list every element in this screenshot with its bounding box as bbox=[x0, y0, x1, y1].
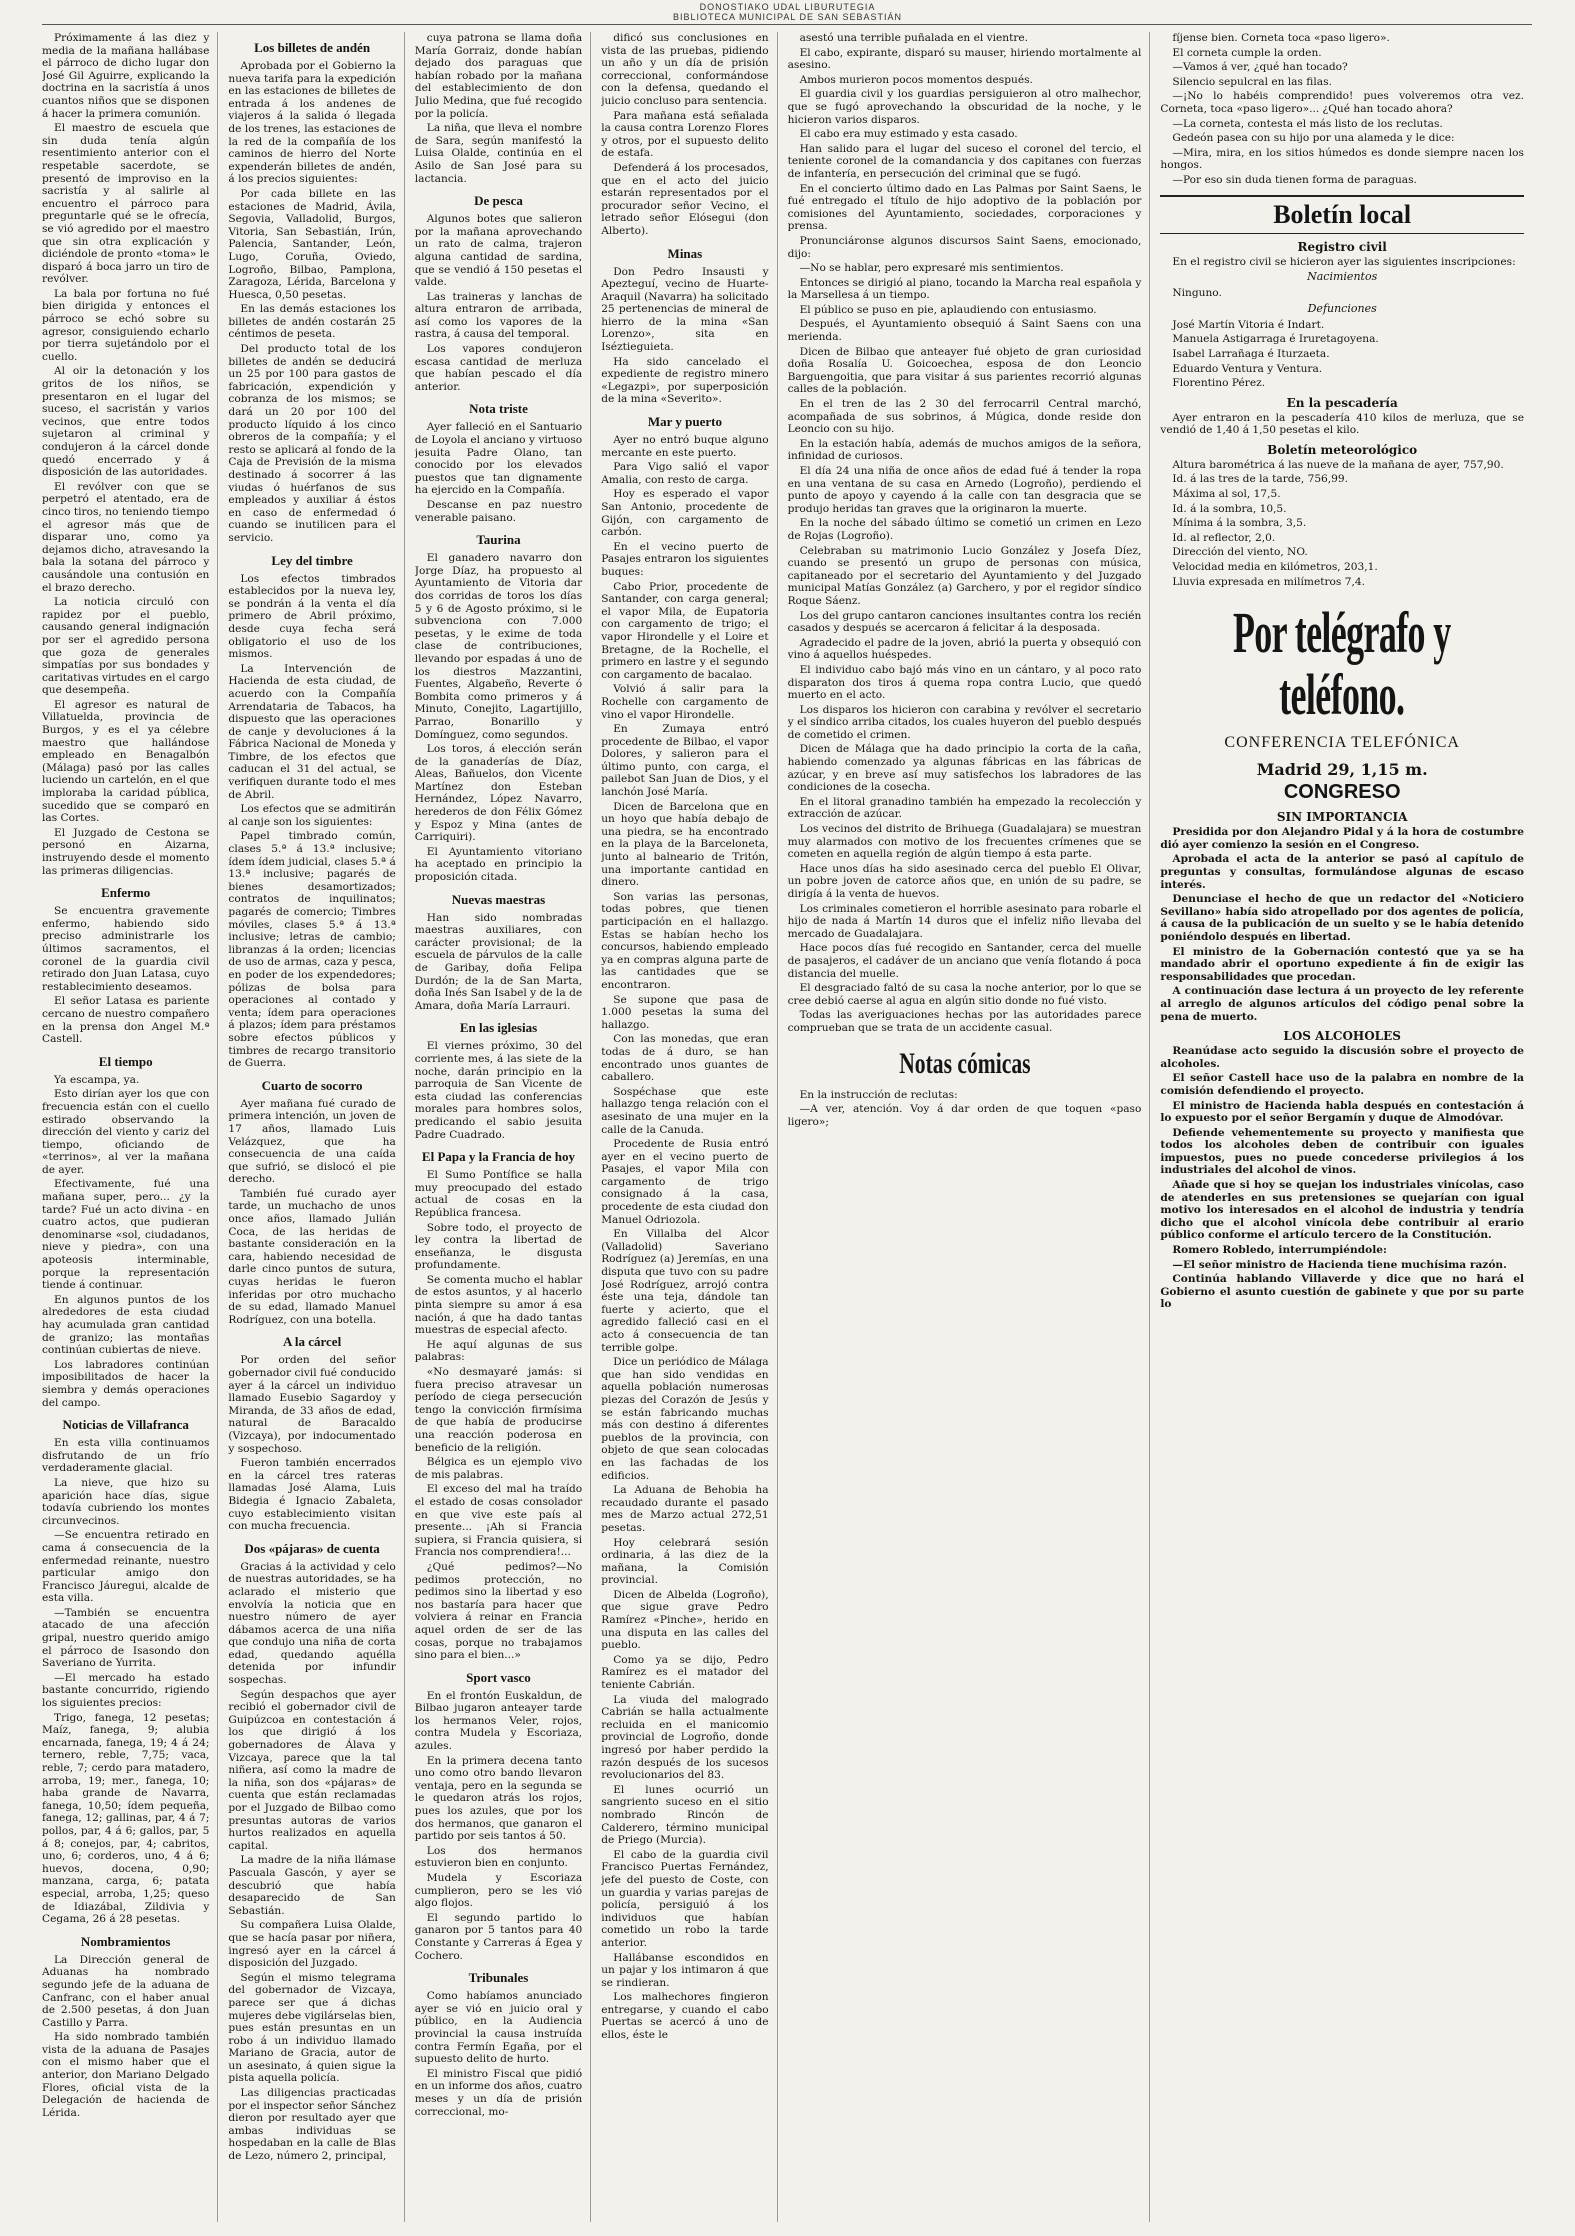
paragraph: Dicen de Albelda (Logroño), que sigue grave Pedro Ramírez «Pinche», herido en una disputa en las calles del pueblo. bbox=[601, 1588, 769, 1652]
paragraph: Volvió á salir para la Rochelle con cargamento de vino el vapor Hirondelle. bbox=[601, 683, 769, 721]
paragraph: Manuela Astigarraga é Iruretagoyena. bbox=[1172, 333, 1379, 346]
paragraph: Denunciase el hecho de que un redactor del «Noticiero Sevillano» había sido atropellado por dos agentes de policía, á causa de la publicación de un suelto y se le había detenido poniéndolo después en libertad. bbox=[1160, 893, 1524, 943]
paragraph: Continúa hablando Villaverde y dice que no hará el Gobierno el asunto cuestión de gabinete y que por su parte lo bbox=[1160, 1273, 1524, 1311]
paragraph: Del producto total de los billetes de andén se deducirá un 25 por 100 para gastos de fabricación, expendición y cobranza de los mismos; se dará un 20 por 100 del producto líquido á los cinco obreros de la compañía; y el resto se aplicará al fondo de la Caja de Previsión de la misma destinado á socorrer á las viudas ó huérfanos de sus empleados y auxiliar á éstos en caso de enfermedad ó cuando se inutilicen para el servicio. bbox=[228, 343, 396, 544]
paragraph: Máxima al sol, 17,5. bbox=[1172, 488, 1281, 501]
paragraph: «No desmayaré jamás: si fuera preciso atravesar un período de ciega persecución tengo la convicción firmísima de que había de producirse una reacción poderosa en beneficio de la religión. bbox=[414, 1366, 583, 1454]
paragraph: El lunes ocurrió un sangriento suceso en el sitio nombrado Rincón de Calderero, término municipal de Priego (Murcia). bbox=[601, 1783, 769, 1847]
paragraph: Ayer no entró buque alguno mercante en este puerto. bbox=[601, 434, 769, 459]
paragraph: El corneta cumple la orden. bbox=[1172, 46, 1322, 59]
paragraph: Descanse en paz nuestro venerable paisano. bbox=[414, 499, 583, 524]
paragraph: El público se puso en pie, aplaudiendo con entusiasmo. bbox=[799, 303, 1097, 316]
paragraph: El señor Castell hace uso de la palabra en nombre de la comisión defendiendo el proyecto. bbox=[1160, 1072, 1524, 1097]
paragraph: Los del grupo cantaron canciones insultantes contra los recién casados y después se acercaron á felicitar á la desposada. bbox=[787, 609, 1142, 635]
paragraph: Esto dirían ayer los que con frecuencia están con el cuello estirado observando la dirección del viento y cariz del tiempo, oficiando de «terrinos», al ver la mañana de ayer. bbox=[42, 1088, 210, 1176]
subheading: En la pescadería bbox=[1286, 395, 1398, 410]
paragraph: Id. al reflector, 2,0. bbox=[1172, 531, 1276, 544]
paragraph: Con las monedas, que eran todas de á duro, se han encontrado unos guantes de caballero. bbox=[601, 1033, 769, 1084]
paragraph: —No se hablar, pero expresaré mis sentimientos. bbox=[799, 262, 1064, 275]
paragraph: —Por eso sin duda tienen forma de paraguas. bbox=[1172, 173, 1417, 186]
paragraph: Hallábanse escondidos en un pajar y los intimaron á que se rindieran. bbox=[601, 1951, 769, 1989]
paragraph: Ha sido cancelado el expediente de registro minero «Legazpi», por superposición de la mina «Severito». bbox=[601, 355, 769, 406]
paragraph: Como ya se dijo, Pedro Ramírez es el matador del teniente Cabrián. bbox=[601, 1653, 769, 1692]
paragraph: El Juzgado de Cestona se personó en Aizarna, instruyendo desde el momento las primeras diligencias. bbox=[42, 826, 210, 877]
paragraph: Su compañera Luisa Olalde, que se hacía pasar por niñera, ingresó ayer en la cárcel á disposición del Juzgado. bbox=[228, 1919, 396, 1970]
paragraph: En la estación había, además de muchos amigos de la señora, infinidad de curiosos. bbox=[787, 437, 1142, 463]
paragraph: El Ayuntamiento vitoriano ha aceptado en principio la proposición citada. bbox=[414, 845, 583, 884]
article-headline: Taurina bbox=[476, 532, 521, 548]
paragraph: Agradecido el padre de la joven, abrió la puerta y obsequió con vino á aquellos huéspedes. bbox=[787, 636, 1142, 662]
paragraph: Gedeón pasea con su hijo por una alameda y le dice: bbox=[1172, 132, 1455, 145]
article-headline: Noticias de Villafranca bbox=[62, 1417, 189, 1433]
subheading: SIN IMPORTANCIA bbox=[1276, 810, 1408, 825]
paragraph: La madre de la niña llámase Pascuala Gascón, y ayer se descubrió que había desaparecido de San Sebastián. bbox=[228, 1854, 396, 1917]
article-headline: El Papa y la Francia de hoy bbox=[421, 1149, 576, 1165]
paragraph: En esta villa continuamos disfrutando de un frío verdaderamente glacial. bbox=[42, 1437, 210, 1475]
paragraph: Isabel Larrañaga é Iturzaeta. bbox=[1172, 347, 1330, 360]
paragraph: El ministro de Hacienda habla después en contestación á lo expuesto por el señor Bergamín y duque de Almodóvar. bbox=[1160, 1099, 1524, 1125]
paragraph: Silencio sepulcral en las filas. bbox=[1172, 75, 1332, 88]
paragraph: Hoy es esperado el vapor San Antonio, procedente de Gijón, con cargamento de carbón. bbox=[601, 488, 769, 539]
paragraph: Después, el Ayuntamiento obsequió á Saint Saens con una merienda. bbox=[787, 318, 1142, 344]
paragraph: Velocidad media en kilómetros, 203,1. bbox=[1172, 561, 1378, 574]
paragraph: Ya escampa, ya. bbox=[54, 1073, 140, 1086]
section-title: CONGRESO bbox=[1283, 781, 1401, 804]
paragraph: Dicen de Barcelona que en un hoyo que había debajo de una piedra, se ha encontrado en la playa de la Barceloneta, junto al balneario de Tritón, una importante cantidad en dinero. bbox=[601, 800, 769, 889]
paragraph: —La corneta, contesta el más listo de los reclutas. bbox=[1172, 117, 1443, 130]
list-caption: Nacimientos bbox=[1307, 270, 1378, 284]
paragraph: Se comenta mucho el hablar de estos asuntos, y al hacerlo pinta siempre su amor á esa nación, á que ha dado tantas muestras de especial afecto. bbox=[414, 1273, 583, 1337]
article-headline: Ley del timbre bbox=[271, 552, 353, 568]
paragraph: Los vapores condujeron escasa cantidad de merluza que habían pescado el día anterior. bbox=[414, 343, 583, 393]
article-columns bbox=[42, 32, 1532, 2222]
paragraph: —A ver, atención. Voy á dar orden de que toquen «paso ligero»; bbox=[787, 1103, 1142, 1128]
article-headline: Los billetes de andén bbox=[254, 40, 371, 55]
paragraph: ¿Qué pedimos?—No pedimos protección, no pedimos sino la libertad y eso nos bastaría para hacer que volviera á reinar en Francia aquel orden de ser de las cosas, porque no trabajamos sino para el bien...» bbox=[414, 1560, 583, 1662]
paragraph: Fueron también encerrados en la cárcel tres rateras llamadas José Alama, Luis Bidegia é Ignacio Zabaleta, cuyo establecimiento visitan con mucha frecuencia. bbox=[228, 1457, 396, 1533]
paragraph: Según el mismo telegrama del gobernador de Vizcaya, parece ser que á dichas mujeres debe vigilárselas bien, pues están presuntas en un robo á un individuo llamado Mariano de Gracia, autor de un asesinato, á quien sigue la pista aquella policía. bbox=[228, 1971, 396, 2085]
subheading: LOS ALCOHOLES bbox=[1283, 1029, 1401, 1044]
paragraph: Para mañana está señalada la causa contra Lorenzo Flores y otros, por el supuesto delito de estafa. bbox=[601, 109, 769, 160]
article-headline: Enfermo bbox=[101, 885, 151, 901]
paragraph: El agresor es natural de Villatuelda, provincia de Burgos, y es el ya célebre maestro que hallándose empleado en Benagalbón (Málaga) pasó por las calles luciendo un cartelón, en el que imploraba la caridad pública, sucedido que se comparó en las Cortes. bbox=[42, 698, 210, 825]
paragraph: Mudela y Escoriaza cumplieron, pero se les vió algo flojos. bbox=[414, 1872, 583, 1910]
paragraph: —Mira, mira, en los sitios húmedos es donde siempre nacen los hongos. bbox=[1160, 146, 1524, 172]
paragraph: La viuda del malogrado Cabrián se halla actualmente recluida en el manicomio provincial de Logroño, donde ingresó por haber perdido la razón después de los sucesos revolucionarios del 83. bbox=[601, 1693, 769, 1782]
subheading: Registro civil bbox=[1297, 239, 1387, 254]
paragraph: Hace unos días ha sido asesinado cerca del pueblo El Olivar, un pobre joven de catorce años que, en unión de su padre, se dirigía á la venta de huevos. bbox=[787, 862, 1142, 900]
paragraph: El señor Latasa es pariente cercano de nuestro compañero en la prensa don Angel M.ª Castell. bbox=[42, 995, 210, 1046]
paragraph: En Villalba del Alcor (Valladolid) Saveriano Rodríguez (a) Jeremías, en una disputa que tuvo con su padre José Rodríguez, arrojó contra éste una teja, dándole tan fuerte y acierto, que el agredido falleció casi en el acto á consecuencia de tan terrible golpe. bbox=[601, 1228, 769, 1354]
paragraph: El desgraciado faltó de su casa la noche anterior, por lo que se cree debió caerse al agua en algún sitio donde no fué visto. bbox=[787, 982, 1142, 1007]
article-headline: Cuarto de socorro bbox=[261, 1077, 363, 1093]
paragraph: Eduardo Ventura y Ventura. bbox=[1172, 362, 1323, 375]
paragraph: Dicen de Bilbao que anteayer fué objeto de gran curiosidad doña Rosalía U. Goicoechea, esposa de don Leoncio Barguengoitia, que para visitar á sus parientes recorrió algunas calles de la población. bbox=[787, 345, 1142, 396]
paragraph: La bala por fortuna no fué bien dirigida y entonces el párroco se echó sobre su agresor, consiguiendo echarlo por tierra sujetándolo por el cuello. bbox=[42, 287, 210, 363]
paragraph: —También se encuentra atacado de una afección gripal, nuestro querido amigo el párroco de Isasondo don Saveriano de Yurrita. bbox=[42, 1606, 210, 1670]
paragraph: Son varias las personas, todas pobres, que tienen participación en el hallazgo. Estas se habían hecho los concursos, habiendo empleado ya en compras alguna parte de las cantidades que se encontraron. bbox=[601, 890, 769, 991]
paragraph: El individuo cabo bajó más vino en un cántaro, y al poco rato disparaton dos tiros á quema ropa contra Lucio, que quedó muerto en el acto. bbox=[787, 663, 1142, 702]
paragraph: Los efectos que se admitirán al canje son los siguientes: bbox=[228, 803, 396, 828]
paragraph: Dice un periódico de Málaga que han sido vendidas en aquella población numerosas piezas del Corazón de Jesús y se están fabricando muchas más con destino á diferentes pueblos de la provincia, con objeto de que sean colocadas en las fachadas de los edificios. bbox=[601, 1356, 769, 1482]
article-headline: Nota triste bbox=[469, 401, 528, 417]
paragraph: Mínima á la sombra, 3,5. bbox=[1172, 517, 1307, 530]
paragraph: Se encuentra gravemente enfermo, habiendo sido preciso administrarle los últimos sacramentos, el coronel de la guardia civil retirado don Juan Latasa, cuyo restablecimiento deseamos. bbox=[42, 905, 210, 993]
paragraph: Los efectos timbrados establecidos por la nueva ley, se pondrán á la venta el día primero de Abril próximo, desde cuya fecha será obligatorio el uso de los mismos. bbox=[228, 572, 396, 661]
paragraph: En la primera decena tanto uno como otro bando llevaron ventaja, pero en la segunda se le quedaron atrás los rojos, pues los azules, que por los dos hermanos, que ganaron el partido por seis tantos á 50. bbox=[414, 1754, 583, 1843]
paragraph: Dicen de Málaga que ha dado principio la corta de la caña, habiendo comenzado ya algunas fábricas en las fábricas de azúcar, y en breve así muy satisfechos los labradores de las condiciones de la cosecha. bbox=[787, 743, 1142, 794]
paragraph: En el litoral granadino también ha empezado la recolección y extracción de azúcar. bbox=[787, 795, 1142, 821]
paragraph: Los malhechores fingieron entregarse, y cuando el cabo Puertas se acercó á uno de ellos, éste le bbox=[601, 1991, 769, 2042]
paragraph: —El mercado ha estado bastante concurrido, rigiendo los siguientes precios: bbox=[42, 1671, 210, 1710]
article-headline: En las iglesias bbox=[459, 1020, 538, 1036]
paragraph: Los labradores continúan imposibilitados de hacer la siembra y demás operaciones del campo. bbox=[42, 1358, 210, 1409]
masthead-line-1: DONOSTIAKO UDAL LIBURUTEGIA bbox=[699, 2, 876, 12]
paragraph: Según despachos que ayer recibió el gobernador civil de Guipúzcoa en contestación á los que dirigió á los gobernadores de Álava y Vizcaya, parece que la tal niñera, así como la madre de la niña, son dos «pájaras» de cuenta que están reclamadas por el Juzgado de Bilbao como presuntas autoras de varios hurtos realizados en aquella capital. bbox=[228, 1688, 396, 1852]
paragraph: En las demás estaciones los billetes de andén costarán 25 céntimos de peseta. bbox=[228, 303, 396, 341]
paragraph: El Sumo Pontífice se halla muy preocupado del estado actual de cosas en la República francesa. bbox=[414, 1169, 583, 1219]
paragraph: Las traineras y lanchas de altura entraron de arribada, así como los vapores de la rastra, á causa del temporal. bbox=[414, 290, 583, 341]
article-headline: Dos «pájaras» de cuenta bbox=[244, 1540, 380, 1556]
article-headline: Nombramientos bbox=[80, 1933, 171, 1949]
paragraph: Reanúdase acto seguido la discusión sobre el proyecto de alcoholes. bbox=[1160, 1045, 1524, 1070]
paragraph: En la instrucción de reclutas: bbox=[799, 1088, 958, 1101]
paragraph: El exceso del mal ha traído el estado de cosas consolador en que vive este país al presente... ¡Ah si Francia supiera, si Francia quisiera, si Francia nos comprendiera!... bbox=[414, 1483, 583, 1559]
paragraph: En el vecino puerto de Pasajes entraron los siguientes buques: bbox=[601, 540, 769, 578]
paragraph: Ayer falleció en el Santuario de Loyola el anciano y virtuoso jesuita Padre Olano, tan conocido por los elevados puestos que tan dignamente ha ejercido en la Compañía. bbox=[414, 421, 583, 497]
paragraph: Procedente de Rusia entró ayer en el vecino puerto de Pasajes, el vapor Mila con cargamento de trigo consignado á la casa, procedente de esta ciudad don Manuel Odriozola. bbox=[601, 1138, 769, 1226]
paragraph: Efectivamente, fué una mañana super, pero... ¿y la tarde? Fué un acto divina - en cuatro actos, que pudieran denominarse «sol, ciudadanos, nieve y piedra», con una apoteosis interminable, porque la representación tiende á continuar. bbox=[42, 1178, 210, 1292]
paragraph: Lluvia expresada en milímetros 7,4. bbox=[1172, 575, 1365, 588]
paragraph: La niña, que lleva el nombre de Sara, según manifestó la Luisa Olalde, continúa en el Asilo de San José para su lactancia. bbox=[414, 122, 583, 185]
paragraph: Entonces se dirigió al piano, tocando la Marcha real española y la Marsellesa á un tiempo. bbox=[787, 276, 1142, 302]
paragraph: Han sido nombradas maestras auxiliares, con carácter provisional; de la escuela de párvulos de la calle de Garibay, doña Felipa Durdón; de la de San Marta, doña Inés San Isabel y de la de Amara, doña María Larrauri. bbox=[414, 911, 583, 1012]
paragraph: Dirección del viento, NO. bbox=[1172, 546, 1308, 559]
paragraph: También fué curado ayer tarde, un muchacho de unos once años, llamado Julián Coca, de las heridas de bastante consideración en la cara, habiendo necesidad de darle cinco puntos de sutura, cuyas heridas le fueron inferidas por otro muchacho de su edad, llamado Manuel Rodríguez, con una botella. bbox=[228, 1187, 396, 1326]
paragraph: —Se encuentra retirado en cama á consecuencia de la enfermedad reinante, nuestro particular amigo don Francisco Jáuregui, alcalde de esta villa. bbox=[42, 1529, 210, 1605]
paragraph: —El señor ministro de Hacienda tiene muchísima razón. bbox=[1172, 1258, 1507, 1271]
paragraph: asestó una terrible puñalada en el vientre. bbox=[799, 32, 1029, 44]
paragraph: Papel timbrado común, clases 5.ª á 13.ª inclusive; ídem ídem judicial, clases 5.ª á 13.ª inclusive; pagarés de bienes desamortizados; contratos de inquilinatos; pagarés de comercio; Timbres móviles, clases 5.ª á 13.ª inclusive; letras de cambio; libranzas á la orden; licencias de uso de armas, caza y pesca, en poder de los expendedores; pólizas de bolsa para operaciones al contado y venta; ídem para operaciones á plazos; ídem para préstamos sobre efectos públicos y timbres de recargo transitorio de Guerra. bbox=[228, 830, 396, 1070]
paragraph: La nieve, que hizo su aparición hace días, sigue todavía cubriendo los montes circunvecinos. bbox=[42, 1476, 210, 1527]
paragraph: En el tren de las 2 30 del ferrocarril Central marchó, acompañada de sus sobrinos, á Múgica, donde reside don Leoncio con su hijo. bbox=[787, 398, 1142, 436]
article-headline: Mar y puerto bbox=[647, 414, 722, 430]
paragraph: El cabo era muy estimado y esta casado. bbox=[799, 128, 1018, 141]
conference-label: CONFERENCIA TELEFÓNICA bbox=[1224, 734, 1460, 752]
paragraph: Ambos murieron pocos momentos después. bbox=[799, 73, 1033, 86]
article-headline: El tiempo bbox=[98, 1053, 153, 1069]
paragraph: En el concierto último dado en Las Palmas por Saint Saens, le fué entregado el título de hijo adoptivo de la población por comisiones del Ayuntamiento, sociedades, corporaciones y prensa. bbox=[787, 182, 1142, 233]
paragraph: He aquí algunas de sus palabras: bbox=[414, 1338, 583, 1364]
paragraph: Los toros, á elección serán de la ganaderías de Díaz, Aleas, Bañuelos, don Vicente Martínez don Esteban Hernández, López Navarro, herederos de don Félix Gómez y Espoz y Mina (antes de Carriquiri). bbox=[414, 743, 583, 844]
paragraph: Aprobada por el Gobierno la nueva tarifa para la expedición en las estaciones de billetes de entrada á los andenes de viajeros á la salida ó llegada de los trenes, las estaciones de la red de la compañía de los caminos de hierro del Norte expenderán billetes de andén, á los precios siguientes: bbox=[228, 60, 396, 186]
paragraph: Cabo Prior, procedente de Santander, con carga general; el vapor Mila, de Eupatoria con cargamento de trigo; el vapor Hirondelle y el Loire et Bretagne, de la Rochelle, el primero en lastre y el segundo con cargamento de bacalao. bbox=[601, 580, 769, 681]
paragraph: El ministro de la Gobernación contestó que ya se ha mandado abrir el oportuno expediente á fin de exigir las responsabilidades que procedan. bbox=[1160, 945, 1524, 983]
paragraph: Sobre todo, el proyecto de ley contra la libertad de enseñanza, le disgusta profundamente. bbox=[414, 1221, 583, 1272]
paragraph: Id. á la sombra, 10,5. bbox=[1172, 502, 1287, 515]
paragraph: Aprobada el acta de la anterior se pasó al capítulo de preguntas y consultas, formulándose algunas de escaso interés. bbox=[1160, 853, 1524, 891]
section-header: Boletín local bbox=[1160, 195, 1524, 234]
paragraph: Sospéchase que este hallazgo tenga relación con el asesinato de una mujer en la calle de la Canuda. bbox=[601, 1085, 769, 1136]
paragraph: El guardia civil y los guardias persiguieron al otro malhechor, que se fugó aprovechando la obscuridad de la noche, y le hicieron varios disparos. bbox=[787, 88, 1142, 126]
paragraph: Para Vigo salió el vapor Amalia, con resto de carga. bbox=[601, 461, 769, 486]
paragraph: En la noche del sábado último se cometió un crimen en Lezo de Rojas (Logroño). bbox=[787, 517, 1142, 542]
library-masthead bbox=[0, 2, 1575, 22]
paragraph: El viernes próximo, 30 del corriente mes, á las siete de la noche, darán principio en la parroquia de San Vicente de esta ciudad las conferencias morales para hombres solos, predicando el sabio jesuita Padre Cuadrado. bbox=[414, 1040, 583, 1141]
paragraph: Presidida por don Alejandro Pidal y á la hora de costumbre dió ayer comienzo la sesión en el Congreso. bbox=[1160, 826, 1524, 851]
paragraph: Se supone que pasa de 1.000 pesetas la suma del hallazgo. bbox=[601, 993, 769, 1031]
paragraph: El cabo, expirante, disparó su mauser, hiriendo mortalmente al asesino. bbox=[787, 46, 1142, 72]
paragraph: En algunos puntos de los alrededores de esta ciudad hay acumulada gran cantidad de granizo; las montañas continúan cubiertas de nieve. bbox=[42, 1293, 210, 1357]
paragraph: Todas las averiguaciones hechas por las autoridades parece comprueban que se trata de un accidente casual. bbox=[787, 1009, 1142, 1034]
paragraph: Los dos hermanos estuvieron bien en conjunto. bbox=[414, 1844, 583, 1870]
paragraph: Ayer mañana fué curado de primera intención, un joven de 17 años, llamado Luis Velázquez, que ha consecuencia de una caída que sufrió, se dislocó el pie derecho. bbox=[228, 1097, 396, 1186]
paragraph: El maestro de escuela que sin duda tenía algún resentimiento anterior con el respetable sacerdote, se presentó de improviso en la sacristía y al salirle al encuentro el párroco para preguntarle qué se le ofrecía, se vió agredido por el maestro que sin otra explicación y diciéndole de pronto «toma» le disparó á boca jarro un tiro de revólver. bbox=[42, 122, 210, 286]
paragraph: Al oir la detonación y los gritos de los niños, se presentaron en el lugar del suceso, el sacristán y varios vecinos, que entre todos sujetaron al criminal y condujeron á la cárcel donde quedó encerrado y á disposición de las autoridades. bbox=[42, 365, 210, 479]
paragraph: Próximamente á las diez y media de la mañana hallábase el párroco de dicho lugar don José Gil Aguirre, explicando la doctrina en la sacristía á unos cuantos niños que se disponen á hacer la primera comunión. bbox=[42, 32, 210, 120]
subheading: Boletín meteorológico bbox=[1267, 442, 1418, 457]
paragraph: El segundo partido lo ganaron por 5 tantos para 40 Constante y Carreras á Egea y Cochero. bbox=[414, 1911, 583, 1962]
column-5 bbox=[788, 32, 1151, 2222]
paragraph: El cabo de la guardia civil Francisco Puertas Fernández, jefe del puesto de Coste, con un guardia y varias parejas de policía, persiguió á los individuos que habían cometido un robo la tarde anterior. bbox=[601, 1848, 769, 1949]
paragraph: Defiende vehementemente su proyecto y manifiesta que todos los alcoholes deben de contribuir con iguales impuestos, pues no puede concederse privilegios á los industriales del alcohol de vinos. bbox=[1160, 1126, 1524, 1177]
paragraph: Las diligencias practicadas por el inspector señor Sánchez dieron por resultado ayer que ambas individuas se hospedaban en la calle de Blas de Lezo, número 2, principal, bbox=[228, 2087, 396, 2163]
paragraph: cuya patrona se llama doña María Gorraiz, donde habían dejado dos paraguas que habían robado por la mañana del establecimiento de don Julio Medina, que fué recogido por la policía. bbox=[414, 32, 583, 120]
article-headline: Tribunales bbox=[468, 1970, 529, 1986]
paragraph: —Vamos á ver, ¿qué han tocado? bbox=[1172, 61, 1348, 74]
paragraph: —¡No lo habéis comprendido! pues volveremos otra vez. Corneta, toca «paso ligero»... ¿Qué han tocado ahora? bbox=[1160, 90, 1524, 115]
paragraph: El ganadero navarro don Jorge Díaz, ha propuesto al Ayuntamiento de Vitoria dar dos corridas de toros los días 5 y 6 de Agosto próximo, si le subvenciona con 7.000 pesetas, y le exime de toda clase de contribuciones, llevando por espadas á uno de los diestros Mazzantini, Fuentes, Algabeño, Reverte ó Bombita como primeros y á Minuto, Conejito, Lagartijillo, Parrao, Bonarillo y Domínguez, como segundos. bbox=[414, 552, 583, 741]
paragraph: Los criminales cometieron el horrible asesinato para robarle el hijo de nada á Martín 14 duros que el infeliz niño llevaba del mercado de Guadalajara. bbox=[787, 902, 1142, 940]
paragraph: Gracias á la actividad y celo de nuestras autoridades, se ha aclarado el misterio que envolvía la noticia que en nuestro número de ayer dábamos acerca de una niña que condujo una niña de corta edad, quedando aquélla detenida por infundir sospechas. bbox=[228, 1560, 396, 1687]
paragraph: En Zumaya entró procedente de Bilbao, el vapor Dolores, y salieron para el último punto, con carga, el pailebot San Juan de Dios, y el lanchón José María. bbox=[601, 723, 769, 799]
telegraph-title: Por telégrafo y teléfono. bbox=[1233, 600, 1452, 728]
paragraph: Los disparos los hicieron con carabina y revólver el secretario y el síndico arriba citados, los cuales huyeron del pueblo después de cometido el crimen. bbox=[787, 703, 1142, 741]
paragraph: La Aduana de Behobia ha recaudado durante el pasado mes de Marzo actual 272,51 pesetas. bbox=[601, 1484, 769, 1534]
paragraph: Los vecinos del distrito de Brihuega (Guadalajara) se muestran muy alarmados con motivo de los frecuentes crímenes que se cometen en aquella región de algún tiempo á esta parte. bbox=[787, 823, 1142, 861]
paragraph: En el registro civil se hicieron ayer las siguientes inscripciones: bbox=[1172, 255, 1516, 268]
paragraph: La noticia circuló con rapidez por el pueblo, causando general indignación por ser el agredido persona que goza de generales simpatías por sus bondades y caritativas virtudes en el cargo que desempeña. bbox=[42, 596, 210, 697]
paragraph: Por cada billete en las estaciones de Madrid, Ávila, Segovia, Valladolid, Burgos, Vitoria, San Sebastián, Irún, Palencia, Santander, León, Lugo, Coruña, Oviedo, Logroño, Bilbao, Pamplona, Zaragoza, Lérida, Barcelona y Huesca, 0,50 pesetas. bbox=[228, 187, 396, 301]
paragraph: Ha sido nombrado también vista de la aduana de Pasajes con el mismo haber que el anterior, don Mariano Delgado Flores, oficial vista de la Delegación de hacienda de Lérida. bbox=[42, 2031, 210, 2119]
article-headline: Nuevas maestras bbox=[451, 891, 546, 907]
paragraph: En el frontón Euskaldun, de Bilbao jugaron anteayer tarde los hermanos Veler, rojos, contra Mudela y Escoriaza, azules. bbox=[414, 1689, 583, 1753]
paragraph: Id. á las tres de la tarde, 756,99. bbox=[1172, 473, 1349, 486]
paragraph: Pronunciáronse algunos discursos Saint Saens, emocionado, dijo: bbox=[787, 234, 1142, 260]
paragraph: Han salido para el lugar del suceso el coronel del tercio, el teniente coronel de la comandancia y dos capitanes con fuerzas de infantería, en persecución del criminal que se fugó. bbox=[787, 142, 1142, 180]
paragraph: Bélgica es un ejemplo vivo de mis palabras. bbox=[414, 1456, 583, 1481]
paragraph: El día 24 una niña de once años de edad fué á tender la ropa en una ventana de su casa en Arnedo (Logroño), perdiendo el punto de apoyo y cayendo á la calle con tan desgracia que se produjo heridas tan graves que la originaron la muerte. bbox=[787, 465, 1142, 515]
paragraph: Trigo, fanega, 12 pesetas; Maíz, fanega, 9; alubia encarnada, fanega, 19; 4 á 24; ternero, reble, 7,75; vaca, reble, 7; cerdo para matadero, arroba, 19; mer., fanega, 10; haba grande de Navarra, fanega, 10,50; ídem pequeña, fanega, 12; gallinas, par, 4 á 7; pollos, par, 4 á 6; gallos, par, 5 á 8; conejos, par, 4; cabritos, uno, 6; corderos, uno, 4 á 6; huevos, docena, 0,90; manzana, carga, 6; patata especial, arroba, 1,25; queso de Idiazábal, Zildivia y Cegama, 26 á 28 pesetas. bbox=[42, 1711, 210, 1926]
paragraph: dificó sus conclusiones en vista de las pruebas, pidiendo un año y un día de prisión correccional, conformándose con la defensa, quedando el juicio concluso para sentencia. bbox=[601, 32, 769, 107]
paragraph: Celebraban su matrimonio Lucio González y Josefa Díez, cuando se presentó un grupo de personas con música, capitaneado por el secretario del Ayuntamiento y del Juzgado municipal Matías González (a) Garchero, y por el regidor síndico Roque Sáenz. bbox=[787, 544, 1142, 607]
paragraph: Ayer entraron en la pescadería 410 kilos de merluza, que se vendió de 1,40 á 1,50 pesetas el kilo. bbox=[1160, 411, 1524, 437]
article-headline: Sport vasco bbox=[466, 1669, 531, 1685]
paragraph: Altura barométrica á las nueve de la mañana de ayer, 757,90. bbox=[1172, 458, 1504, 471]
paragraph: Defenderá á los procesados, que en el acto del juicio estarán representados por el procurador señor Vecino, el letrado señor Elósegui (don Alberto). bbox=[601, 161, 769, 237]
paragraph: Añade que si hoy se quejan los industriales vinícolas, caso de atenderles en sus pretensiones se quejarían con igual motivo los interesados en el alcohol de industria y tendría dicho que el alcohol vinícola debe contribuir al erario público conforme el artículo tercero de la Constitución. bbox=[1160, 1179, 1524, 1242]
list-caption: Defunciones bbox=[1307, 301, 1377, 315]
section-title: Notas cómicas bbox=[898, 1046, 1031, 1080]
article-headline: De pesca bbox=[474, 193, 523, 209]
paragraph: fíjense bien. Corneta toca «paso ligero». bbox=[1172, 32, 1390, 44]
paragraph: Florentino Pérez. bbox=[1172, 377, 1266, 390]
paragraph: El ministro Fiscal que pidió en un informe dos años, cuatro meses y un día de prisión correccional, mo- bbox=[414, 2067, 583, 2118]
column-3 bbox=[415, 32, 591, 2222]
paragraph: Algunos botes que salieron por la mañana aprovechando un rato de calma, trajeron alguna cantidad de sardina, que se vendió á 150 pesetas el valde. bbox=[414, 213, 583, 289]
column-4 bbox=[601, 32, 777, 2222]
top-divider bbox=[42, 24, 1532, 25]
column-6 bbox=[1160, 32, 1532, 2222]
paragraph: Hace pocos días fué recogido en Santander, cerca del muelle de pasajeros, el cadáver de un anciano que venía flotando á poca distancia del muelle. bbox=[787, 942, 1142, 980]
paragraph: Por orden del señor gobernador civil fué conducido ayer á la cárcel un individuo llamado Eusebio Sagardoy y Miranda, de 33 años de edad, natural de Baracaldo (Vizcaya), por indocumentado y sospechoso. bbox=[228, 1354, 396, 1455]
column-1 bbox=[42, 32, 218, 2222]
article-headline: A la cárcel bbox=[282, 1334, 342, 1350]
dateline: Madrid 29, 1,15 m. bbox=[1256, 760, 1428, 780]
paragraph: Ninguno. bbox=[1172, 287, 1222, 300]
paragraph: Romero Robledo, interrumpiéndole: bbox=[1172, 1244, 1387, 1257]
paragraph: La Intervención de Hacienda de esta ciudad, de acuerdo con la Compañía Arrendataria de Tabacos, ha dispuesto que las operaciones de canje y devoluciones á la Fábrica Nacional de Moneda y Timbre, de los efectos que caducan el 31 del actual, se verifiquen durante todo el mes de Abril. bbox=[228, 662, 396, 801]
article-headline: Minas bbox=[667, 245, 703, 261]
column-2 bbox=[228, 32, 404, 2222]
paragraph: A continuación dase lectura á un proyecto de ley referente al arreglo de algunos artículos del código penal sobre la pena de muerto. bbox=[1160, 985, 1524, 1023]
paragraph: Como habíamos anunciado ayer se vió en juicio oral y público, en la Audiencia provincial la causa instruída contra Fermín Egaña, por el supuesto delito de hurto. bbox=[414, 1990, 583, 2066]
paragraph: La Dirección general de Aduanas ha nombrado segundo jefe de la aduana de Canfranc, con el haber anual de 2.500 pesetas, á don Juan Castillo y Parra. bbox=[42, 1953, 210, 2029]
paragraph: Don Pedro Insausti y Apezteguí, vecino de Huarte-Araquil (Navarra) ha solicitado 25 pertenencias de mineral de hierro de la mina «San Lorenzo», sita en Iséztieguieta. bbox=[601, 265, 769, 354]
paragraph: El revólver con que se perpetró el atentado, era de cinco tiros, no teniendo tiempo el agresor más que de disparar uno, como ya dejamos dicho, atravesando la bala la sotana del párroco y causándole una contusión en el brazo derecho. bbox=[42, 480, 210, 594]
masthead-line-2: BIBLIOTECA MUNICIPAL DE SAN SEBASTIÁN bbox=[672, 12, 903, 22]
paragraph: Hoy celebrará sesión ordinaria, á las diez de la mañana, la Comisión provincial. bbox=[601, 1536, 769, 1587]
paragraph: José Martín Vitoria é Indart. bbox=[1172, 318, 1325, 331]
